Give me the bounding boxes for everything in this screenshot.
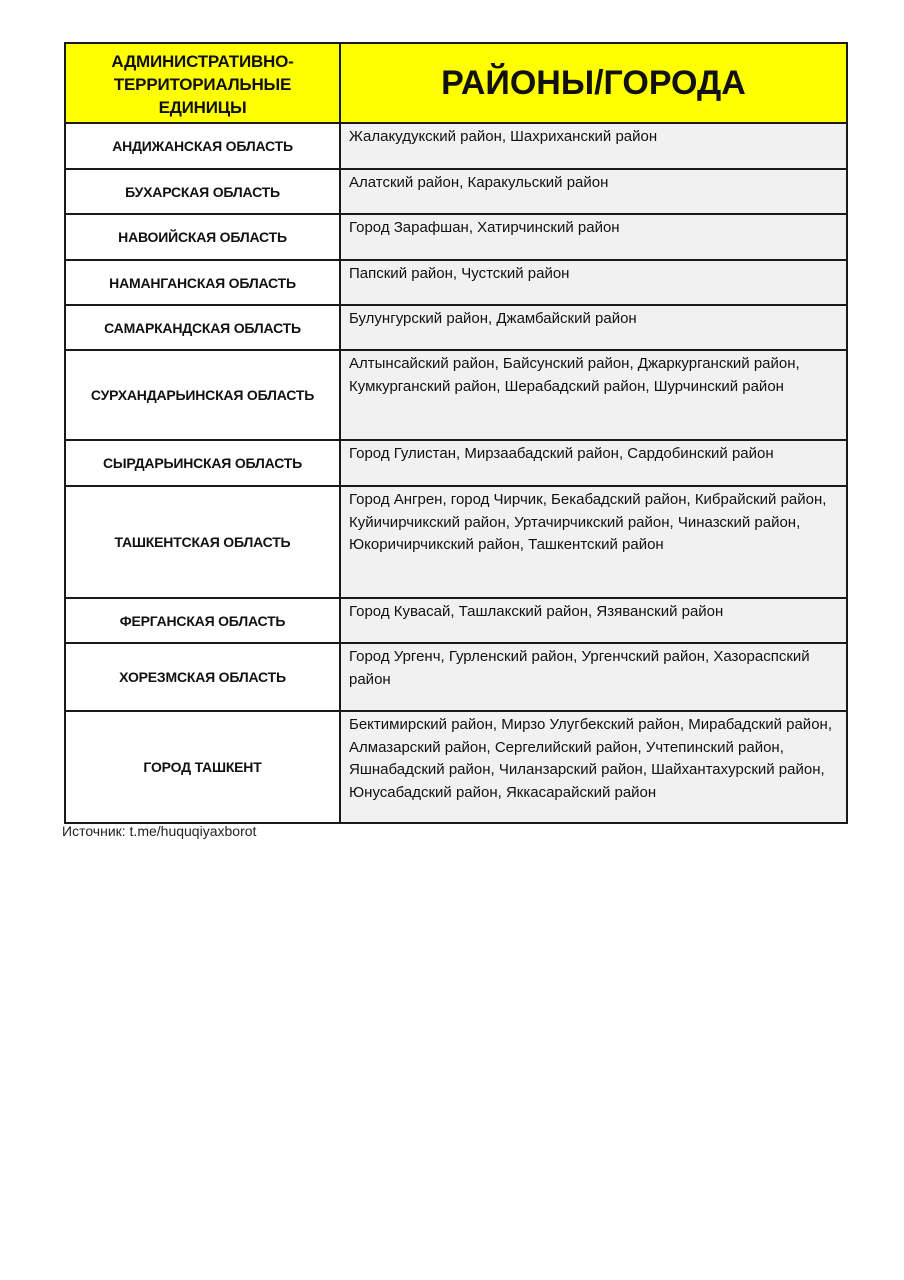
district-list: Жалакудукский район, Шахриханский район (341, 124, 846, 168)
region-name: ТАШКЕНТСКАЯ ОБЛАСТЬ (66, 487, 341, 597)
table-row (66, 485, 846, 597)
table-header-row (66, 44, 846, 122)
table-row (66, 304, 846, 349)
region-name: НАМАНГАНСКАЯ ОБЛАСТЬ (66, 261, 341, 304)
district-list: Город Зарафшан, Хатирчинский район (341, 215, 846, 259)
region-name: БУХАРСКАЯ ОБЛАСТЬ (66, 170, 341, 213)
districts-table (64, 42, 848, 824)
table-row (66, 439, 846, 485)
region-name: ГОРОД ТАШКЕНТ (66, 712, 341, 822)
region-name: САМАРКАНДСКАЯ ОБЛАСТЬ (66, 306, 341, 349)
district-list: Папский район, Чустский район (341, 261, 846, 304)
district-list: Город Гулистан, Мирзаабадский район, Сардобинский район (341, 441, 846, 485)
table-row (66, 213, 846, 259)
table-row (66, 259, 846, 304)
region-name: ХОРЕЗМСКАЯ ОБЛАСТЬ (66, 644, 341, 710)
district-list: Алатский район, Каракульский район (341, 170, 846, 213)
header-districts-cities: РАЙОНЫ/ГОРОДА (341, 44, 846, 122)
district-list: Алтынсайский район, Байсунский район, Джаркурганский район, Кумкурганский район, Шерабадский район, Шурчинский район (341, 351, 846, 439)
table-row (66, 710, 846, 822)
table-row (66, 642, 846, 710)
district-list: Город Кувасай, Ташлакский район, Язяванский район (341, 599, 846, 642)
region-name: СЫРДАРЬИНСКАЯ ОБЛАСТЬ (66, 441, 341, 485)
header-admin-units: АДМИНИСТРАТИВНО-ТЕРРИТОРИАЛЬНЫЕ ЕДИНИЦЫ (66, 44, 341, 122)
table-row (66, 168, 846, 213)
district-list: Бектимирский район, Мирзо Улугбекский район, Мирабадский район, Алмазарский район, Сергелийский район, Учтепинский район, Яшнабадский район, Чиланзарский район, Шайхантахурский район, Юнусабадский район, Яккасарайский район (341, 712, 846, 822)
region-name: ФЕРГАНСКАЯ ОБЛАСТЬ (66, 599, 341, 642)
district-list: Булунгурский район, Джамбайский район (341, 306, 846, 349)
region-name: АНДИЖАНСКАЯ ОБЛАСТЬ (66, 124, 341, 168)
table-row (66, 597, 846, 642)
table-row (66, 349, 846, 439)
district-list: Город Ургенч, Гурленский район, Ургенчский район, Хазораспский район (341, 644, 846, 710)
district-list: Город Ангрен, город Чирчик, Бекабадский район, Кибрайский район, Куйичирчикский район, Уртачирчикский район, Чиназский район, Юкоричирчикский район, Ташкентский район (341, 487, 846, 597)
region-name: НАВОИЙСКАЯ ОБЛАСТЬ (66, 215, 341, 259)
region-name: СУРХАНДАРЬИНСКАЯ ОБЛАСТЬ (66, 351, 341, 439)
table-row (66, 122, 846, 168)
source-caption: Источник: t.me/huquqiyaxborot (62, 823, 257, 839)
